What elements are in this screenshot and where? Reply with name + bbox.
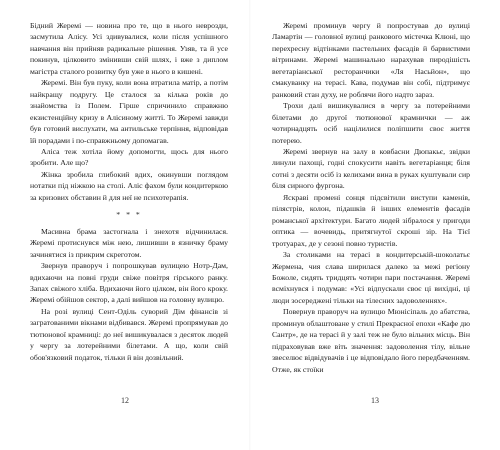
paragraph: Трохи далі вишикувалися в чергу за потерейними білетами до другої тютюнової крамнички — аж чотирнадцять осіб націлилися поліпшити своє життя потерею. xyxy=(272,101,470,145)
paragraph: Жеремі звернув на залу в ковбасни Дюпакьє, звідки линули пахощі, годні спокусити навіть вегетаріанця; біля сотні з десяти осіб із келихами вина в руках куштували сир біля сирного фургона. xyxy=(272,146,470,191)
section-separator: * * * xyxy=(116,210,142,220)
left-page-text xyxy=(30,20,228,363)
paragraph: Звернув праворуч і попрошкував вулицею Нотр-Дам, вдихаючи на повні груди свіже повітря гірського ранку. Запах свіжого хліба. Вдихаючи його цілком, він його кроку. Жеремі обійшов сектор, а далі вийшов на головну вулицю. xyxy=(30,261,228,305)
paragraph: Яскраві промені сонця підсвітили виступи каменів, пілястрів, колон, підашків й інших елементів фасадів романської архітектури. Багато людей зібралося у пригоди оптика — вочевидь, притягнутої скроші зір. На Тієї тротуарах, де у сезоні повно туристів. xyxy=(272,192,470,248)
paragraph: Жеремі. Він був пуку, коли вона втратила матір, а потім найкращу подругу. Це сталося за кілька років до знайомства із Полем. Гірше спричинило справжню екзистенційну кризу в Алісиному житті. То Жеремі завжди був готовий вислухати, ма антильське терпіння, відповідав їй порадами і по-справжньому допомагав. xyxy=(30,78,228,145)
right-page xyxy=(250,0,500,450)
paragraph: Жеремі проминув чергу й попростував до вулиці Ламартін — головної вулиці ранкового містечка Клюні, що перехресну відтінками пастельних фасадів й барвистими вітринами. Жеремі машинально нарахував пиродішість вегетаріанської ресторанчики «Ля Насьйон», що смакуванку на терасі. Кава, подумав він собі, підтримує ранковий стан духу, не роблячи його надто зараз. xyxy=(272,21,470,99)
paragraph: Аліса теж хотіла йому допомогти, щось для нього зробити. Але що? xyxy=(30,146,228,168)
paragraph: Бідний Жеремі — новина про те, що в нього неврозди, засмутила Алісу. Усі здивувалися, коли після успішного навчання він прийняв радикальне рішення. Узяв, та й усе покинув, цілковито змінивши свій шлях, і вже з диплом магістра сталого розвитку був уже в нього в кишені. xyxy=(30,21,228,76)
page-number: 12 xyxy=(121,396,129,405)
paragraph: Масивна брама застогнала і знехотя відчинилася. Жеремі протиснувся між нею, лишивши в язничку браму зачинятися із прикрим скреготом. xyxy=(30,226,228,259)
paragraph: Повернув праворуч на вулицю Мюнісіпаль до абатства, проминув облаштоване у стилі Прекрасної епохи «Кафе дю Сантр», де на терасі й у залі теж не було вільних місць. Він підраховував вже віть значення: задоволення тілу, вільне звеселює відвідувачів і це відповідало його передбаченням. Отже, як стоїки xyxy=(272,307,470,374)
page-number: 13 xyxy=(371,396,379,405)
right-page-text xyxy=(272,20,470,375)
paragraph: На розі вулиці Сент-Оділь суворий Дім фінансів зі загратованими вікнами відбивався. Жеремі пропрямував до тютюнової крамниці: до неї вишикувалася з десяток людей у чергу за лотерейними білетами. А що, коли свій обов'язковий податок, тільки й він дозвільний. xyxy=(30,306,228,362)
paragraph: Жінка зробила глибокий вдих, окинувши поглядом нотатки під ніжкою на столі. Аліс фахом були кондитеркою за кризових обставин й для неї не психотерапія. xyxy=(30,169,228,202)
paragraph: За столиками на терасі в кондитерській-шоколатьє Жермена, чия слава ширилася далеко за межі регіону Божоле, сидять тридцять чотири пари постачання. Жеремі всміхнувся і подумав: «Усі відпускали своє ці вихідні, ці люди зосереджені тільки на тілесних задоволеннях». xyxy=(272,250,470,305)
